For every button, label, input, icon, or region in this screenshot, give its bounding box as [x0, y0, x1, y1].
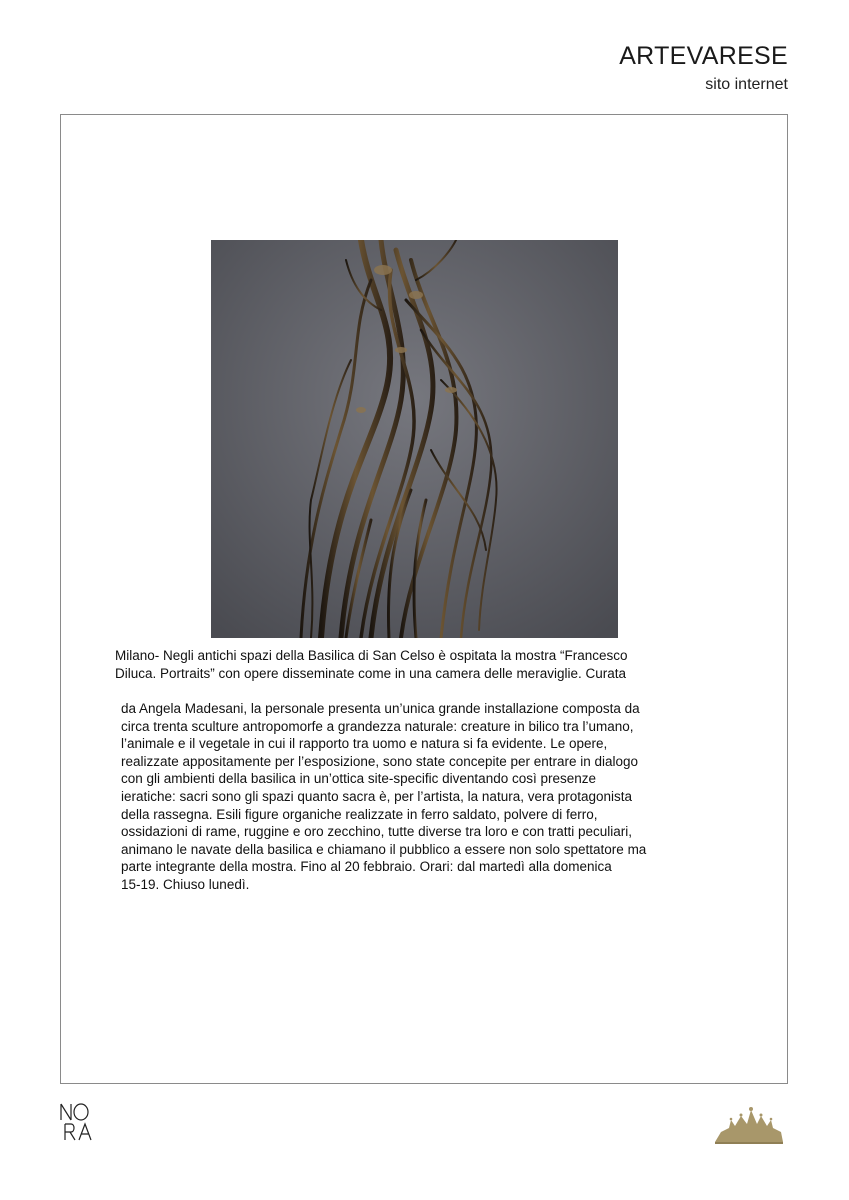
- body-line: della rassegna. Esili figure organiche realizzate in ferro saldato, polvere di ferro,: [121, 806, 598, 822]
- article-photo: [211, 240, 618, 638]
- body-line: 15-19. Chiuso lunedì.: [121, 876, 250, 892]
- body-line: parte integrante della mostra. Fino al 20 febbraio. Orari: dal martedì alla domenica: [121, 859, 612, 875]
- crown-logo-icon: [713, 1106, 785, 1144]
- article-body: [121, 700, 721, 894]
- body-line: da Angela Madesani, la personale presenta un’unica grande installazione composta da: [121, 701, 640, 716]
- caption-line: Milano- Negli antichi spazi della Basilica di San Celso è ospitata la mostra “Francesco: [115, 648, 628, 663]
- body-line: animano le navate della basilica e chiamano il pubblico a essere non solo spettatore ma: [121, 841, 647, 857]
- body-line: circa trenta sculture antropomorfe a grandezza naturale: creature in bilico tra l’umano,: [121, 718, 634, 734]
- sculpture-image: [211, 240, 618, 638]
- body-line: realizzate appositamente per l’esposizione, sono state concepite per entrare in dialogo: [121, 753, 639, 769]
- body-line: l’animale e il vegetale in cui il rapporto tra uomo e natura si fa evidente. Le opere,: [121, 736, 608, 752]
- header-subtitle: sito internet: [705, 76, 788, 93]
- body-line: ossidazioni di rame, ruggine e oro zecchino, tutte diverse tra loro e con tratti peculiari,: [121, 824, 633, 840]
- caption-line: Diluca. Portraits” con opere disseminate come in una camera delle meraviglie. Curata: [115, 665, 626, 681]
- body-line: ieratiche: sacri sono gli spazi quanto sacra è, per l’artista, la natura, vera protagonista: [121, 788, 633, 804]
- body-line: con gli ambienti della basilica in un’ottica site-specific diventando così presenze: [121, 771, 597, 787]
- article-caption: [115, 647, 715, 682]
- header-title: ARTEVARESE: [619, 42, 788, 70]
- nora-logo-icon: [59, 1100, 103, 1144]
